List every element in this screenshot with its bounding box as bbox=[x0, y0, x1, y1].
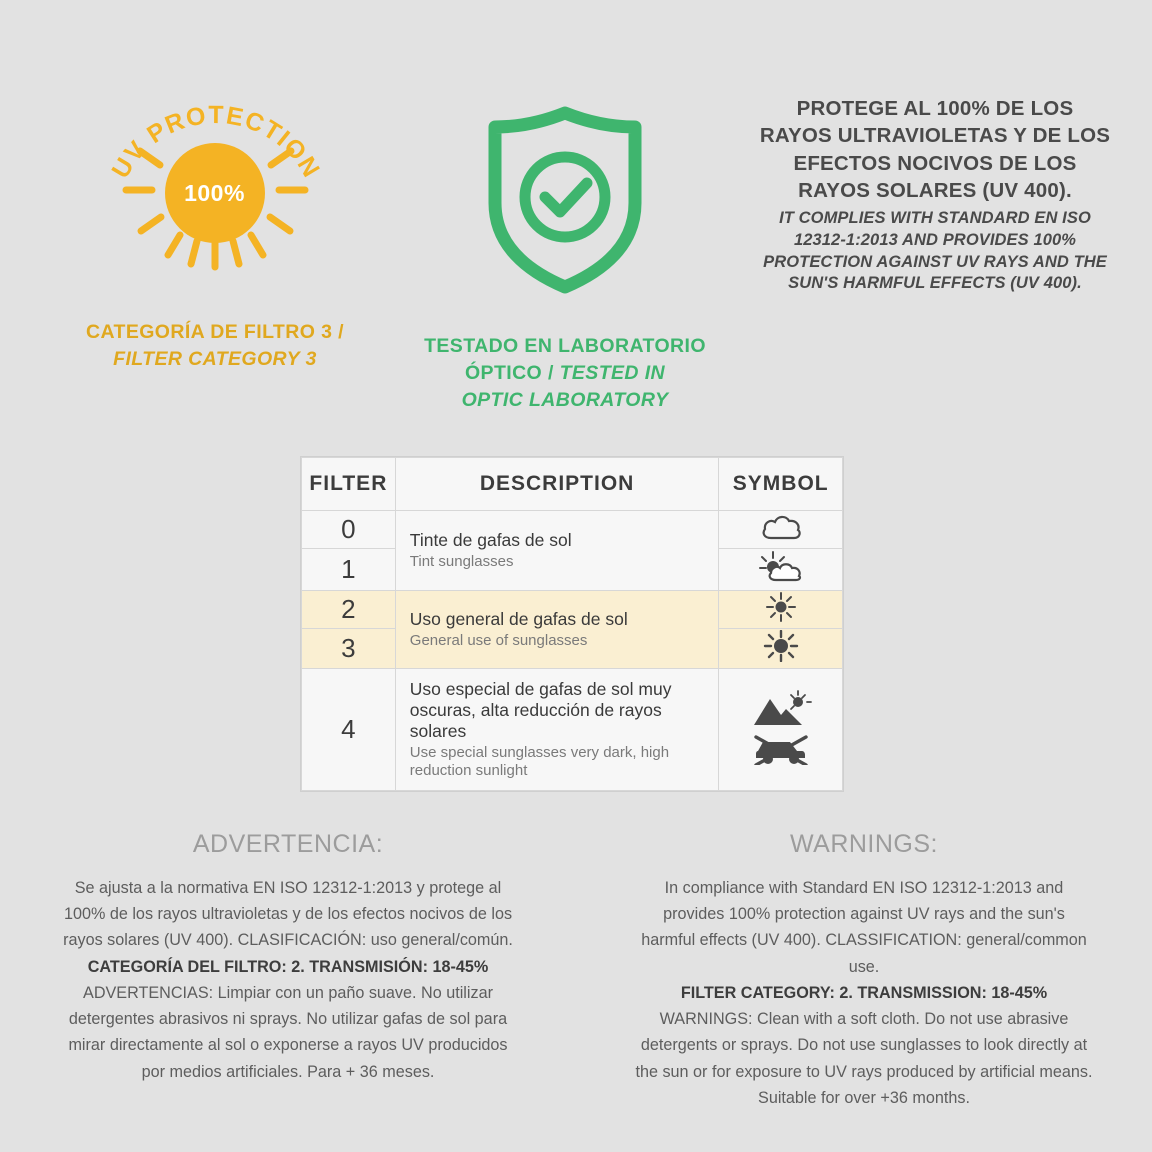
warnings-english bbox=[576, 830, 1152, 1111]
filter-number-2: 2 bbox=[302, 591, 396, 629]
description-es: Tinte de gafas de sol bbox=[409, 530, 572, 550]
description-es: Uso especial de gafas de sol muy oscuras, alta reducción de rayos solares bbox=[409, 679, 672, 741]
protection-statement-en: IT COMPLIES WITH STANDARD EN ISO 12312-1:2013 AND PROVIDES 100% PROTECTION AGAINST UV RAYS AND THE SUN'S HARMFUL EFFECTS (UV 400). bbox=[763, 209, 1107, 293]
protection-statement bbox=[740, 95, 1112, 295]
mountain-sun-no-driving-icon bbox=[750, 689, 812, 765]
description-cell-4 bbox=[395, 669, 719, 791]
description-en: Tint sunglasses bbox=[409, 553, 514, 570]
filter-number-1: 1 bbox=[302, 549, 396, 591]
filter-number-0: 0 bbox=[302, 511, 396, 549]
filter-category-caption-en: FILTER CATEGORY 3 bbox=[113, 347, 317, 370]
table-header-row bbox=[302, 458, 843, 511]
warnings-title-es: ADVERTENCIA: bbox=[192, 830, 384, 858]
symbol-cell-3 bbox=[719, 629, 843, 669]
lab-tested-badge bbox=[390, 95, 740, 414]
symbol-cell-4 bbox=[719, 669, 843, 791]
badges-row bbox=[0, 0, 1152, 414]
warnings-spanish bbox=[0, 830, 576, 1111]
uv-percent-value: 100% bbox=[184, 179, 245, 206]
description-es: Uso general de gafas de sol bbox=[409, 609, 628, 629]
description-en: Use special sunglasses very dark, high reduction sunlight bbox=[409, 744, 670, 779]
warnings-en-line2: FILTER CATEGORY: 2. TRANSMISSION: 18-45% bbox=[680, 983, 1048, 1002]
warnings-es-line3: ADVERTENCIAS: Limpiar con un paño suave. No utilizar detergentes abrasivos ni sprays. No utilizar gafas de sol para mirar directamente al sol o exponerse a rayos UV producidos por medios artificiales. Para + 36 meses. bbox=[68, 983, 508, 1081]
symbol-cell-1 bbox=[719, 549, 843, 591]
description-cell-2-3 bbox=[395, 591, 719, 669]
warnings-title-en: WARNINGS: bbox=[789, 830, 939, 858]
table-header-symbol: SYMBOL bbox=[719, 458, 843, 511]
symbol-cell-0 bbox=[719, 511, 843, 549]
lab-tested-caption-en2: OPTIC LABORATORY bbox=[461, 388, 669, 411]
table-row-highlighted bbox=[302, 591, 843, 629]
warnings-en-line4: Suitable for over +36 months. bbox=[758, 1088, 970, 1107]
protection-statement-es: PROTEGE AL 100% DE LOS RAYOS ULTRAVIOLETAS Y DE LOS EFECTOS NOCIVOS DE LOS RAYOS SOLARES (UV 400). bbox=[759, 97, 1111, 202]
shield-check-icon bbox=[465, 99, 665, 299]
uv-arc-label: UV PROTECTION bbox=[105, 101, 326, 184]
filter-category-table bbox=[300, 456, 844, 792]
warnings-en-line3: WARNINGS: Clean with a soft cloth. Do not use abrasive detergents or sprays. Do not use sunglasses to look directly at the sun or for exposure to UV rays produced by artificial means. bbox=[635, 1010, 1093, 1081]
lab-tested-caption-es: TESTADO EN LABORATORIO bbox=[424, 335, 706, 357]
warnings-en-line1: In compliance with Standard EN ISO 12312-1:2013 and provides 100% protection against UV rays and the sun's harmful effects (UV 400). CLASSIFICATION: general/common use. bbox=[641, 879, 1087, 976]
warnings-es-line2: CATEGORÍA DEL FILTRO: 2. TRANSMISIÓN: 18-45% bbox=[87, 957, 489, 976]
filter-number-3: 3 bbox=[302, 629, 396, 669]
filter-category-caption-es: CATEGORÍA DE FILTRO 3 / bbox=[85, 321, 344, 343]
description-cell-0-1 bbox=[395, 511, 719, 591]
table-row bbox=[302, 511, 843, 549]
shield-graphic bbox=[465, 99, 665, 299]
warnings-es-line1: Se ajusta a la normativa EN ISO 12312-1:2013 y protege al 100% de los rayos ultravioletas y de los efectos nocivos de los rayos solares (UV 400). CLASIFICACIÓN: uso general/común. bbox=[63, 879, 513, 950]
sun-icon bbox=[762, 630, 800, 662]
sun-graphic bbox=[105, 95, 326, 285]
table-header-filter: FILTER bbox=[302, 458, 396, 511]
sun-behind-cloud-icon bbox=[758, 550, 804, 584]
cloud-icon bbox=[759, 512, 803, 542]
table-row bbox=[302, 669, 843, 791]
sun-small-icon bbox=[762, 592, 800, 622]
filter-number-4: 4 bbox=[302, 669, 396, 791]
filter-category-caption bbox=[50, 319, 380, 373]
warnings-section bbox=[0, 830, 1152, 1111]
description-en: General use of sunglasses bbox=[409, 632, 588, 649]
lab-tested-caption bbox=[400, 333, 730, 414]
symbol-cell-2 bbox=[719, 591, 843, 629]
lab-tested-caption-en: TESTED IN bbox=[559, 361, 666, 384]
uv-protection-badge bbox=[40, 95, 390, 373]
sun-core bbox=[165, 143, 265, 243]
lab-tested-caption-es2: ÓPTICO / bbox=[464, 361, 560, 384]
table-header-description: DESCRIPTION bbox=[395, 458, 719, 511]
